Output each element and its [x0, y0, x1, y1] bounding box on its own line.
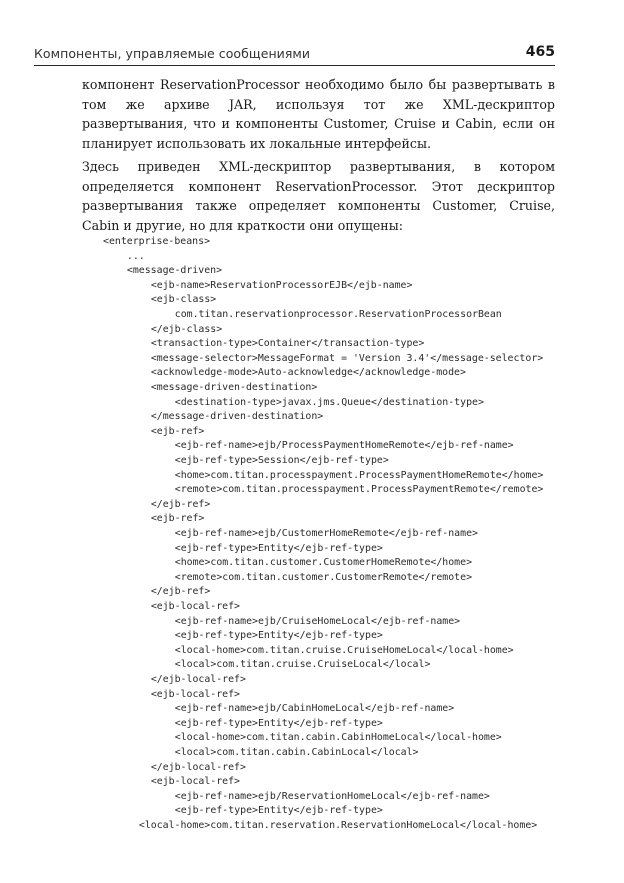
- code-line: <ejb-ref-type>Session</ejb-ref-type>: [174, 455, 389, 466]
- running-title: Компоненты, управляемые сообщениями: [34, 46, 311, 61]
- code-line: <ejb-ref-type>Entity</ejb-ref-type>: [174, 630, 383, 642]
- code-line: <home>com.titan.customer.CustomerHomeRemote</home>: [174, 557, 473, 569]
- code-line: <ejb-ref-name>ejb/CustomerHomeRemote</ejb-ref-name>: [174, 528, 478, 539]
- code-line: <ejb-ref-name>ejb/CruiseHomeLocal</ejb-ref-name>: [174, 615, 461, 627]
- code-line: ...: [126, 250, 145, 262]
- code-line: <local-home>com.titan.reservation.ReservationHomeLocal</local-home>: [138, 820, 538, 831]
- code-line: <ejb-local-ref>: [150, 776, 241, 788]
- code-line: <ejb-ref-name>ejb/ProcessPaymentHomeRemote</ejb-ref-name>: [174, 440, 514, 452]
- code-line: <ejb-ref-type>Entity</ejb-ref-type>: [174, 542, 383, 554]
- code-line: </ejb-ref>: [150, 586, 211, 598]
- code-line: <ejb-ref>: [150, 513, 205, 525]
- code-line: <transaction-type>Container</transaction-type>: [150, 338, 425, 350]
- code-line: <ejb-ref-type>Entity</ejb-ref-type>: [174, 805, 383, 817]
- code-line: <local-home>com.titan.cruise.CruiseHomeLocal</local-home>: [174, 644, 514, 656]
- code-line: </ejb-class>: [150, 323, 223, 335]
- code-line: <acknowledge-mode>Auto-acknowledge</acknowledge-mode>: [150, 367, 466, 379]
- code-line: <enterprise-beans>: [103, 236, 211, 247]
- code-line: com.titan.reservationprocessor.ReservationProcessorBean: [174, 309, 502, 320]
- code-line: <local>com.titan.cabin.CabinLocal</local>: [174, 747, 419, 758]
- code-line: <remote>com.titan.customer.CustomerRemote</remote>: [174, 571, 473, 583]
- running-header: [34, 43, 555, 66]
- code-line: <ejb-ref-name>ejb/ReservationHomeLocal</ejb-ref-name>: [174, 790, 490, 802]
- code-line: <home>com.titan.processpayment.ProcessPaymentHomeRemote</home>: [174, 469, 544, 481]
- code-line: <ejb-name>ReservationProcessorEJB</ejb-name>: [150, 279, 413, 291]
- code-line: </ejb-local-ref>: [150, 761, 246, 773]
- code-line: <ejb-local-ref>: [150, 688, 241, 700]
- code-line: <message-selector>MessageFormat = 'Version 3.4'</message-selector>: [150, 352, 544, 364]
- code-line: <message-driven>: [126, 265, 223, 277]
- code-line: </ejb-ref>: [150, 498, 211, 510]
- page-number: 465: [525, 44, 555, 60]
- code-line: <ejb-class>: [150, 294, 217, 306]
- code-line: <ejb-local-ref>: [150, 601, 241, 612]
- code-line: <ejb-ref-type>Entity</ejb-ref-type>: [174, 717, 383, 729]
- code-line: <destination-type>javax.jms.Queue</destination-type>: [174, 396, 484, 408]
- body-paragraph: Здесь приведен XML-дескриптор развертывания, в котором определяется компонент ReservationProcessor. Этот дескриптор развертывания также определяет компоненты Customer, Cruise, Cabin и другие, но для краткости они опущены:: [82, 159, 555, 233]
- code-line: </message-driven-destination>: [150, 411, 324, 423]
- code-line: <ejb-ref>: [150, 425, 205, 437]
- body-paragraph: компонент ReservationProcessor необходимо было бы развертывать в том же архиве JAR, используя тот же XML-дескриптор развертывания, что и компоненты Customer, Cruise и Cabin, если он планирует использовать их локальные интерфейсы.: [82, 77, 555, 151]
- code-line: <local>com.titan.cruise.CruiseLocal</local>: [174, 659, 431, 671]
- code-line: <remote>com.titan.processpayment.ProcessPaymentRemote</remote>: [174, 484, 544, 496]
- code-line: <message-driven-destination>: [150, 382, 318, 393]
- code-line: </ejb-local-ref>: [150, 674, 246, 685]
- code-line: <ejb-ref-name>ejb/CabinHomeLocal</ejb-ref-name>: [174, 703, 455, 715]
- code-line: <local-home>com.titan.cabin.CabinHomeLocal</local-home>: [174, 732, 502, 744]
